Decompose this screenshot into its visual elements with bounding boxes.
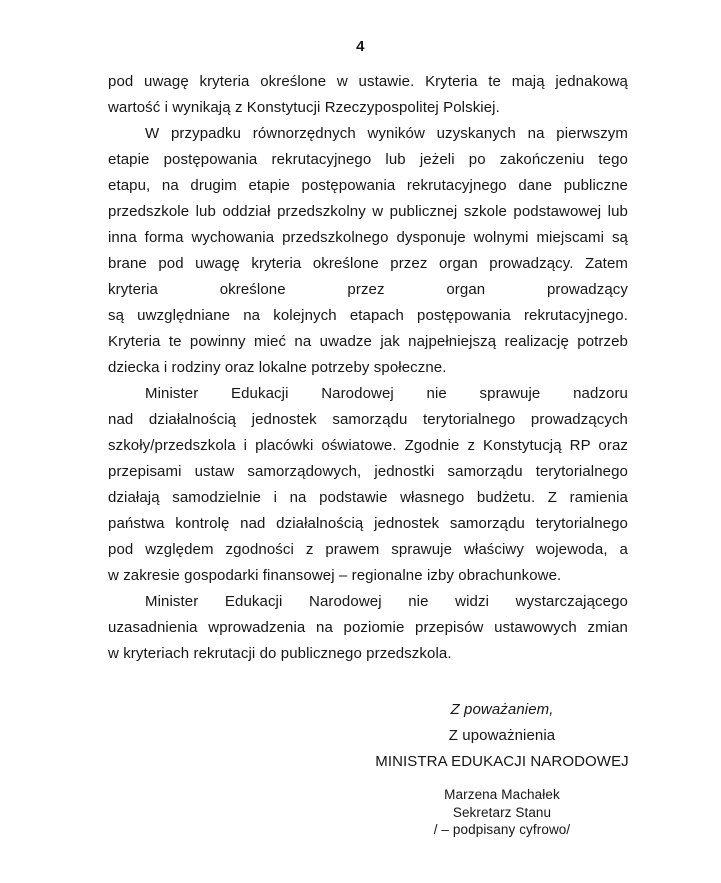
text-line: Minister Edukacji Narodowej nie sprawuje nadzoru bbox=[145, 385, 628, 402]
text-line: pod względem zgodności z prawem sprawuje właściwy wojewoda, a bbox=[108, 541, 628, 558]
text-line: wartość i wynikają z Konstytucji Rzeczypospolitej Polskiej. bbox=[108, 99, 500, 116]
body-text bbox=[108, 69, 628, 667]
paragraph-4 bbox=[108, 589, 628, 667]
text-line: działają samodzielnie i na podstawie własnego budżetu. Z ramienia bbox=[108, 489, 628, 506]
authorization-line: Z upoważnienia bbox=[448, 727, 556, 744]
digital-signature-note: / – podpisany cyfrowo/ bbox=[433, 822, 571, 837]
text-line: są uwzględniane na kolejnych etapach postępowania rekrutacyjnego. bbox=[108, 307, 628, 324]
text-line: etapu, na drugim etapie postępowania rekrutacyjnego dane publiczne bbox=[108, 177, 628, 194]
page-number: 4 bbox=[356, 38, 365, 55]
signer-title: Sekretarz Stanu bbox=[452, 804, 552, 820]
text-line: dziecka i rodziny oraz lokalne potrzeby społeczne. bbox=[108, 359, 447, 376]
text-line: inna forma wychowania przedszkolnego dysponuje wolnymi miejscami są bbox=[108, 229, 628, 246]
paragraph-3 bbox=[108, 381, 628, 589]
text-line: szkoły/przedszkola i placówki oświatowe. Zgodnie z Konstytucją RP oraz bbox=[108, 437, 628, 454]
paragraph-1 bbox=[108, 69, 628, 121]
signer-name: Marzena Machałek bbox=[444, 787, 560, 802]
text-line: W przypadku równorzędnych wyników uzyskanych na pierwszym bbox=[145, 125, 628, 142]
text-line: kryteria określone przez organ prowadzący bbox=[108, 281, 628, 298]
signature-block bbox=[337, 697, 667, 839]
text-line: przedszkole lub oddział przedszkolny w publicznej szkole podstawowej lub bbox=[108, 203, 628, 220]
authority-name: MINISTRA EDUKACJI NARODOWEJ bbox=[375, 753, 629, 770]
text-line: uzasadnienia wprowadzenia na poziomie przepisów ustawowych zmian bbox=[108, 619, 628, 636]
text-line: etapie postępowania rekrutacyjnego lub jeżeli po zakończeniu tego bbox=[108, 151, 628, 168]
closing-phrase: Z poważaniem, bbox=[450, 701, 554, 718]
text-line: brane pod uwagę kryteria określone przez organ prowadzący. Zatem bbox=[108, 255, 628, 272]
text-line: pod uwagę kryteria określone w ustawie. Kryteria te mają jednakową bbox=[108, 73, 628, 90]
text-line: w zakresie gospodarki finansowej – regionalne izby obrachunkowe. bbox=[108, 567, 562, 584]
text-line: Minister Edukacji Narodowej nie widzi wystarczającego bbox=[145, 593, 628, 610]
text-line: Kryteria te powinny mieć na uwadze jak najpełniejszą realizację potrzeb bbox=[108, 333, 628, 350]
text-line: nad działalnością jednostek samorządu terytorialnego prowadzących bbox=[108, 411, 628, 428]
signer-block bbox=[337, 786, 667, 839]
text-line: państwa kontrolę nad działalnością jednostek samorządu terytorialnego bbox=[108, 515, 628, 532]
text-line: przepisami ustaw samorządowych, jednostki samorządu terytorialnego bbox=[108, 463, 628, 480]
paragraph-2 bbox=[108, 121, 628, 381]
text-line: w kryteriach rekrutacji do publicznego przedszkola. bbox=[108, 645, 452, 662]
